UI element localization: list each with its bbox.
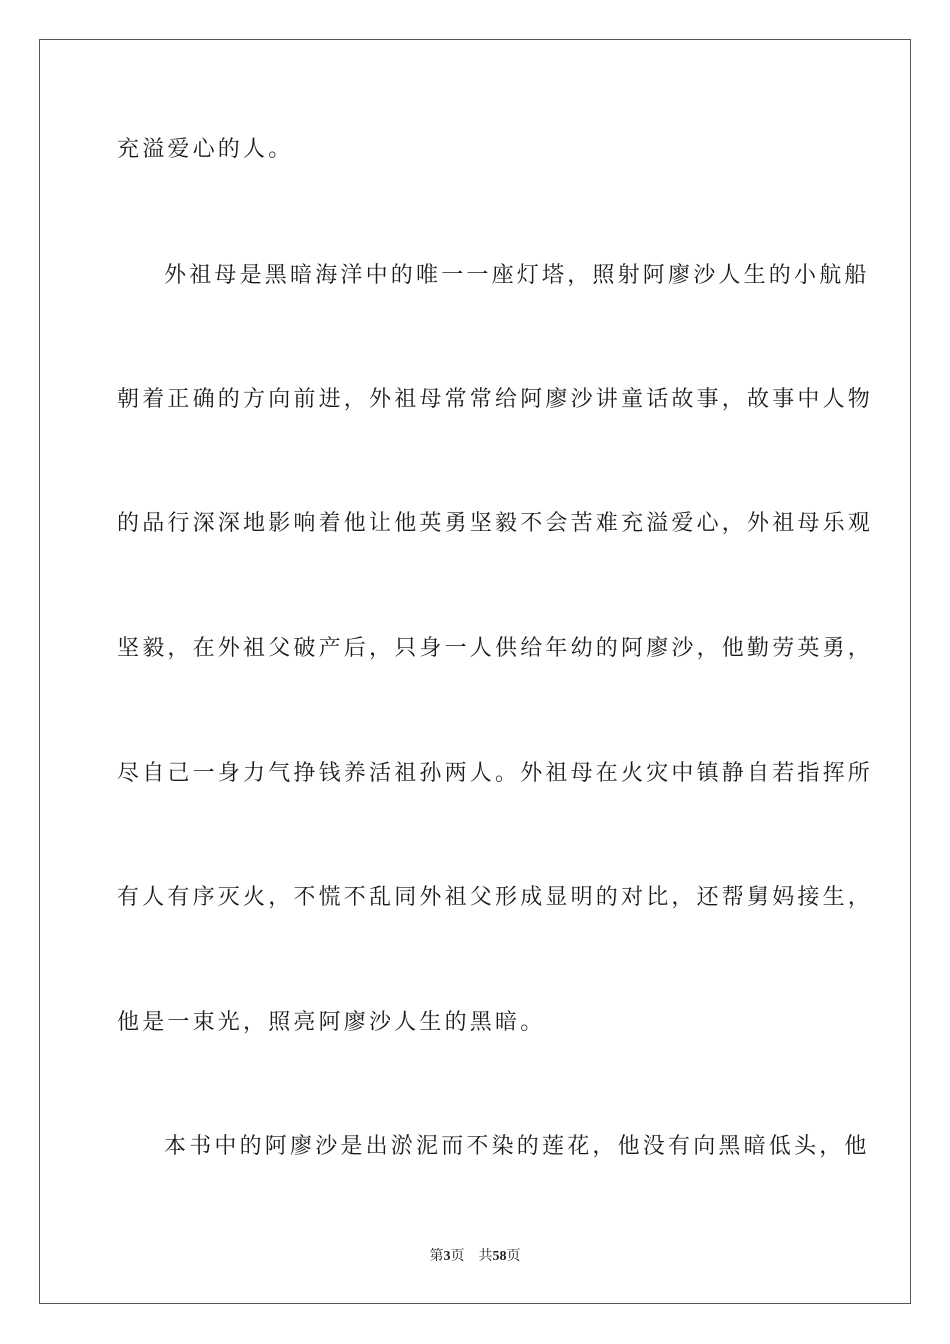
page-number: 3 [443,1249,451,1264]
total-pages: 58 [492,1249,507,1264]
text-line-7: 有人有序灭火，不慌不乱同外祖父形成显明的对比，还帮舅妈接生， [117,885,874,910]
text-line-1: 充溢爱心的人。 [117,137,294,162]
page-border [39,39,911,1304]
text-line-8: 他是一束光，照亮阿廖沙人生的黑暗。 [117,1010,546,1035]
text-line-9: 本书中的阿廖沙是出淤泥而不染的莲花，他没有向黑暗低头，他 [164,1134,870,1159]
text-line-6: 尽自己一身力气挣钱养活祖孙两人。外祖母在火灾中镇静自若指挥所 [117,761,874,786]
page-footer [0,1248,950,1266]
total-suffix: 页 [506,1249,521,1264]
page-suffix: 页 [450,1249,465,1264]
text-line-3: 朝着正确的方向前进，外祖母常常给阿廖沙讲童话故事，故事中人物 [117,387,874,412]
total-prefix: 共 [478,1249,493,1264]
text-line-2: 外祖母是黑暗海洋中的唯一一座灯塔，照射阿廖沙人生的小航船 [164,263,870,288]
page-prefix: 第 [429,1249,444,1264]
text-line-5: 坚毅，在外祖父破产后，只身一人供给年幼的阿廖沙，他勤劳英勇， [117,636,874,661]
text-line-4: 的品行深深地影响着他让他英勇坚毅不会苦难充溢爱心，外祖母乐观 [117,511,874,536]
